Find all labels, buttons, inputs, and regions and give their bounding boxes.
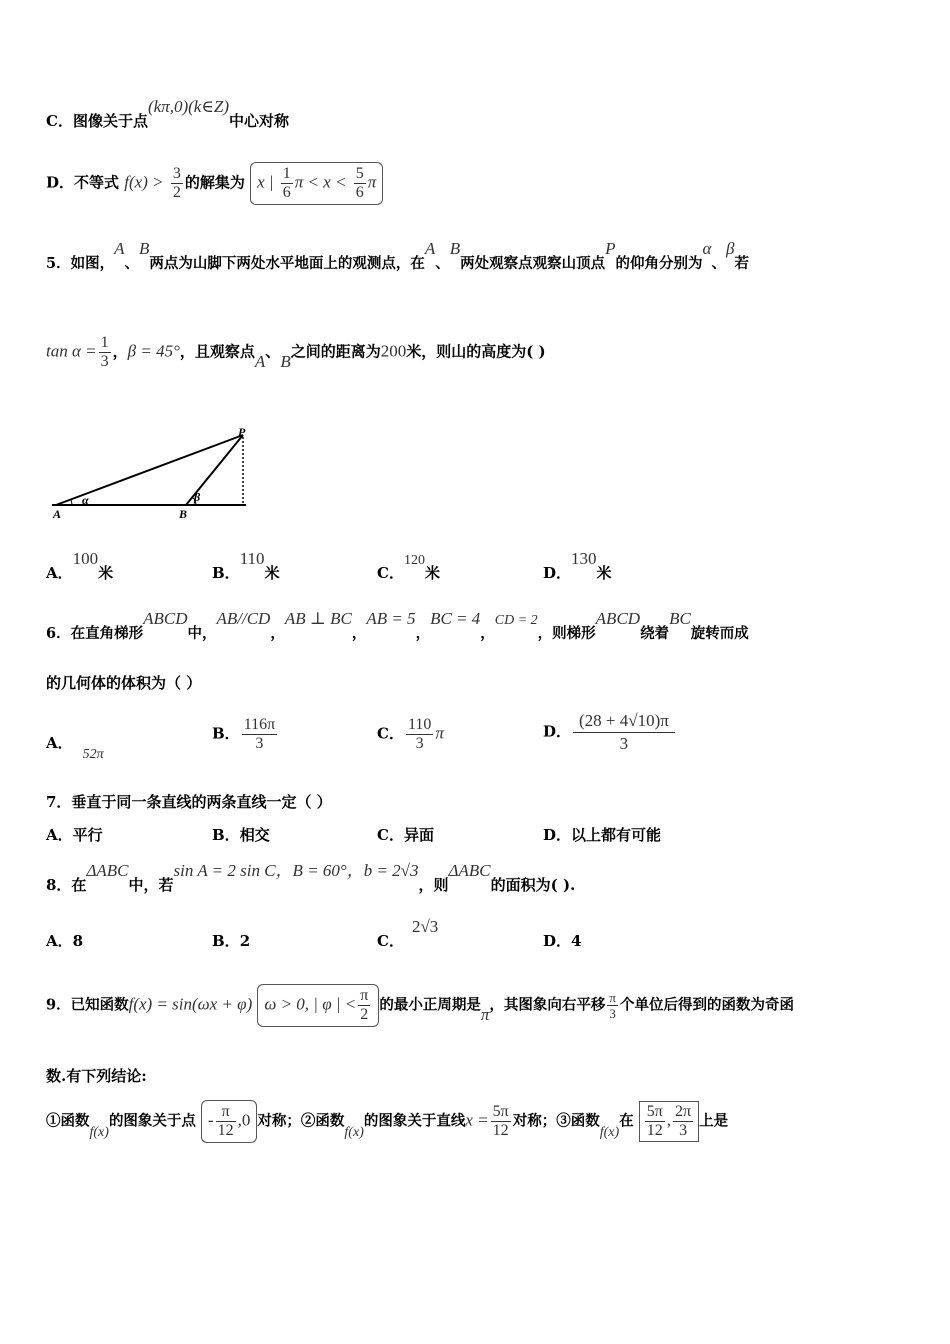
- q6-bc2: BC: [669, 609, 691, 628]
- q5-text1: 两点为山脚下两处水平地面上的观测点，在: [149, 255, 425, 272]
- q5-sep3: 、: [711, 255, 726, 272]
- q9-function: f(x) = sin(ωx + φ): [128, 994, 253, 1014]
- q9-l3-text4: 对称；③函数: [512, 1112, 600, 1130]
- q8-opt-a-value: 8: [72, 932, 84, 950]
- q4-option-c: [46, 97, 290, 131]
- q9-l3-text2: 对称；②函数: [257, 1112, 345, 1130]
- q5-opt-d-unit: 米: [596, 564, 612, 582]
- q5-distance: 200: [380, 341, 407, 361]
- q5-stem-line1: [46, 239, 749, 273]
- q8-opt-d-value: 4: [571, 932, 582, 950]
- q9-interval-num1: 5π: [646, 1103, 663, 1120]
- q9-cond-frac: [358, 987, 370, 1024]
- q9-cond-text: ω > 0, | φ | <: [264, 994, 357, 1014]
- q5-text3: 的仰角分别为: [615, 255, 703, 272]
- q4-option-c-post: 中心对称: [229, 112, 290, 130]
- q9-stem-line1: [46, 984, 794, 1027]
- q9-point-post: ,0: [237, 1110, 251, 1130]
- q8-opt-d-label: D．: [543, 932, 572, 950]
- q5-point-p: P: [605, 239, 616, 258]
- q8-triangle2: ΔABC: [448, 861, 491, 880]
- q5-opt-d-value: 130: [571, 549, 597, 568]
- q8-text3: 的面积为( ).: [490, 876, 576, 894]
- q8-option-d: [543, 930, 581, 951]
- q4-frac-den: 2: [172, 184, 181, 201]
- q6-prefix: 6．在直角梯形: [46, 625, 144, 642]
- q6-c4: ，: [480, 625, 495, 642]
- q4-solution-set: [250, 162, 383, 205]
- set-right: π: [367, 172, 377, 192]
- q6-abcd2: ABCD: [595, 609, 641, 628]
- q8-condition: sin A = 2 sin C，B = 60°，b = 2√3: [173, 861, 419, 880]
- q7-opt-d-text: 以上都有可能: [571, 826, 662, 844]
- q6-perp: AB ⊥ BC: [284, 609, 352, 628]
- q6-opt-b-frac: [242, 716, 277, 753]
- q6-text4: 旋转而成: [690, 625, 749, 642]
- q6-bc: BC = 4: [430, 609, 481, 628]
- set-frac-1-den: 6: [282, 184, 291, 201]
- q5-point-b2: B: [449, 239, 461, 258]
- q7-stem: 7．垂直于同一条直线的两条直线一定（ ）: [46, 793, 332, 811]
- q5-beta-eq: β = 45°: [127, 341, 180, 361]
- q9-interval-frac2: [673, 1103, 693, 1140]
- q5-opt-c-unit: 米: [424, 564, 440, 582]
- q5-prefix: 5．如图，: [46, 255, 115, 272]
- q8-prefix: 8．在: [46, 876, 87, 894]
- q9-shift-frac: [607, 990, 618, 1021]
- q6-text3: 绕着: [640, 625, 670, 642]
- q9-interval-num2: 2π: [675, 1103, 692, 1120]
- q4-option-d: [46, 162, 383, 205]
- q8-opt-b-label: B．: [212, 932, 240, 950]
- q4-frac-num: 3: [172, 165, 181, 182]
- q9-point-frac: [216, 1103, 236, 1140]
- q6-c2: ，: [351, 625, 367, 642]
- q9-l3-f3: f(x): [599, 1124, 620, 1140]
- q9-l3-text5: 在: [619, 1112, 634, 1130]
- q6-opt-c-num: 110: [407, 716, 432, 733]
- q5-figure-label-a: A: [53, 507, 62, 521]
- q6-c1: ，: [270, 625, 285, 642]
- q4-option-c-math: (kπ,0)(k∈Z): [147, 97, 230, 116]
- q5-text4: 若: [734, 255, 749, 272]
- q9-condition: [257, 984, 379, 1027]
- q7-option-d: [543, 824, 661, 845]
- q5-sep2: 、: [435, 255, 450, 272]
- q6-opt-d-frac: [573, 710, 675, 755]
- q5-opt-b-unit: 米: [264, 564, 280, 582]
- q6-opt-d-label: D．: [543, 722, 572, 741]
- q6-cd: CD = 2: [494, 613, 538, 628]
- q9-l3-text6: 上是: [699, 1112, 729, 1130]
- q7-opt-d-label: D．: [543, 826, 572, 844]
- q6-opt-a-label: A．: [46, 734, 73, 752]
- q5-l2-text3: 米，则山的高度为( ): [406, 342, 546, 361]
- q9-line-num: 5π: [492, 1103, 509, 1120]
- q5-point-a2: A: [424, 239, 436, 258]
- q5-opt-c-label: C．: [377, 564, 404, 582]
- q4-option-d-pre: 不等式: [74, 173, 120, 192]
- q7-opt-c-label: C．: [377, 826, 404, 844]
- q5-beta: β: [725, 239, 735, 258]
- q5-figure-label-alpha: α: [82, 493, 89, 507]
- q8-opt-c-value: 2√3: [411, 917, 439, 936]
- q5-l2-sep: 、: [265, 342, 281, 361]
- q5-figure-label-beta: β: [194, 490, 201, 504]
- q7-opt-a-text: 平行: [72, 826, 103, 844]
- q9-l3-f1: f(x): [89, 1124, 109, 1140]
- q9-interval-sep: ,: [666, 1110, 672, 1130]
- q9-line-den: 12: [492, 1122, 509, 1139]
- set-frac-1-num: 1: [282, 165, 291, 182]
- q6-option-a: [46, 732, 104, 762]
- q6-text2: ，则梯形: [537, 625, 596, 642]
- q7-opt-a-label: A．: [46, 826, 73, 844]
- q9-point-den: 12: [217, 1122, 234, 1139]
- q9-l3-text3: 的图象关于直线: [363, 1112, 466, 1130]
- set-frac-2-den: 6: [355, 184, 364, 201]
- q9-shift-den: 3: [609, 1006, 616, 1021]
- q7-option-a: [46, 824, 103, 845]
- q6-stem-line1: [46, 609, 749, 643]
- q6-opt-b-label: B．: [212, 724, 240, 743]
- q9-text2: ，其图象向右平移: [489, 996, 606, 1014]
- q5-sep1: 、: [124, 255, 139, 272]
- q4-option-d-lhs: f(x) >: [124, 172, 164, 192]
- q5-l2-text2: 之间的距离为: [290, 342, 381, 361]
- q5-alpha: α: [702, 239, 712, 258]
- q7-opt-b-text: 相交: [239, 826, 270, 844]
- q9-cond-num: π: [360, 987, 369, 1004]
- q5-opt-b-label: B．: [212, 564, 240, 582]
- q5-l2-a: A: [254, 351, 266, 371]
- q8-triangle: ΔABC: [86, 861, 129, 880]
- q5-opt-c-value: 120: [403, 553, 425, 568]
- q4-option-d-fraction: [171, 165, 183, 202]
- q8-option-b: [212, 930, 250, 951]
- q5-l2-text1: ，且观察点: [179, 342, 255, 361]
- q5-opt-d-label: D．: [543, 564, 572, 582]
- q4-option-d-mid: 的解集为: [184, 173, 245, 192]
- set-mid: π < x <: [294, 172, 347, 192]
- q7-opt-c-text: 异面: [403, 826, 434, 844]
- q5-tan: tan α =: [46, 341, 97, 361]
- q8-option-c: [377, 917, 439, 951]
- q6-ab: AB = 5: [366, 609, 416, 628]
- q5-text2: 两处观察点观察山顶点: [460, 255, 606, 272]
- q5-tan-den: 3: [100, 353, 109, 370]
- q5-figure: [44, 424, 264, 522]
- q9-stem-line3: [46, 1100, 728, 1143]
- q9-l3-c1: ①函数: [46, 1112, 90, 1130]
- set-frac-1: [281, 165, 293, 202]
- q9-l3-f2: f(x): [344, 1124, 364, 1140]
- q5-tan-num: 1: [100, 334, 109, 351]
- q8-opt-c-label: C．: [377, 932, 404, 950]
- q6-option-b: [212, 716, 279, 753]
- q9-interval-frac1: [645, 1103, 665, 1140]
- q9-interval-den1: 12: [646, 1122, 663, 1139]
- q9-stem-line2: 数.有下列结论:: [46, 1067, 147, 1085]
- q9-cond-den: 2: [360, 1006, 369, 1023]
- q5-opt-b-value: 110: [239, 549, 265, 568]
- q6-opt-c-frac: [406, 716, 433, 753]
- q4-option-c-label: C．: [46, 112, 73, 130]
- q5-opt-a-value: 100: [72, 549, 99, 568]
- q6-parallel: AB//CD: [216, 609, 271, 628]
- set-left: x |: [257, 172, 274, 192]
- q6-opt-c-post: π: [435, 723, 444, 743]
- q6-option-d: [543, 710, 677, 755]
- q9-text1: 的最小正周期是: [379, 996, 481, 1014]
- q9-point-num: π: [216, 1103, 236, 1122]
- q7-opt-b-label: B．: [212, 826, 240, 844]
- q9-text3: 个单位后得到的函数为奇函: [619, 996, 794, 1014]
- q5-point-b: B: [138, 239, 150, 258]
- q9-l3-text1: 的图象关于点: [108, 1112, 196, 1130]
- q6-opt-d-den: 3: [619, 734, 629, 753]
- q9-shift-num: π: [609, 990, 616, 1005]
- set-frac-2: [354, 165, 366, 202]
- q6-stem-line2: 的几何体的体积为（ ）: [46, 674, 202, 692]
- q4-option-c-pre: 图像关于点: [72, 112, 148, 130]
- q6-opt-a-value: 52π: [82, 747, 104, 762]
- q9-point: [201, 1100, 257, 1143]
- q6-opt-c-label: C．: [377, 724, 404, 743]
- q5-option-c: [377, 553, 440, 583]
- q9-interval-den2: 3: [679, 1122, 688, 1139]
- q6-opt-b-den: 3: [255, 735, 264, 752]
- q5-figure-label-b: B: [179, 507, 188, 521]
- q6-abcd: ABCD: [143, 609, 188, 628]
- q5-comma: ，: [112, 342, 128, 361]
- q8-text2: ，则: [418, 876, 449, 894]
- q6-opt-b-num: 116π: [243, 716, 276, 733]
- q8-opt-a-label: A．: [46, 932, 73, 950]
- q5-option-d: [543, 549, 612, 583]
- q5-option-b: [212, 549, 280, 583]
- q9-interval: [639, 1101, 699, 1142]
- q9-prefix: 9．已知函数: [46, 996, 129, 1014]
- q6-opt-c-den: 3: [415, 735, 424, 752]
- q4-option-d-label: D．: [46, 173, 75, 192]
- q5-opt-a-unit: 米: [98, 564, 114, 582]
- set-frac-2-num: 5: [355, 165, 364, 182]
- q9-line-frac: [491, 1103, 511, 1140]
- q8-opt-b-value: 2: [239, 932, 251, 950]
- q6-c3: ，: [415, 625, 431, 642]
- q5-l2-b: B: [280, 351, 291, 371]
- q7-option-b: [212, 824, 270, 845]
- q7-option-c: [377, 824, 434, 845]
- q5-point-a: A: [114, 239, 125, 258]
- q5-tan-frac: [99, 334, 111, 371]
- q5-option-a: [46, 549, 114, 583]
- q5-opt-a-label: A．: [46, 564, 73, 582]
- q6-option-c: [377, 716, 444, 753]
- q8-stem: [46, 861, 576, 895]
- q5-stem-line2: [46, 334, 546, 371]
- q9-point-sign: -: [208, 1110, 214, 1130]
- q8-option-a: [46, 930, 83, 951]
- q9-l3-xeq: x =: [465, 1110, 489, 1130]
- q8-text1: 中，若: [128, 876, 174, 894]
- q5-figure-label-p: P: [238, 425, 246, 439]
- q6-text1: 中，: [187, 625, 217, 642]
- q6-opt-d-num: (28 + 4√10)π: [573, 710, 675, 733]
- q9-period: π: [480, 1004, 490, 1024]
